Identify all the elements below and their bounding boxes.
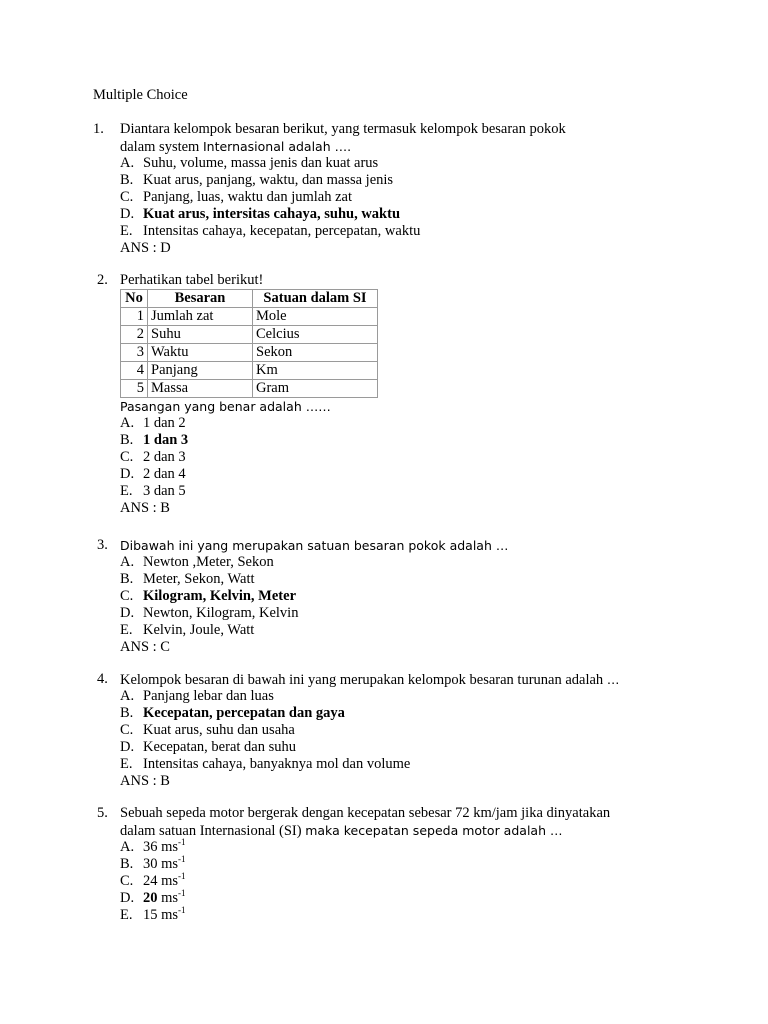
cell-no: 1	[121, 308, 148, 326]
answer-key: ANS : C	[120, 639, 170, 655]
option-a: A. Newton ,Meter, Sekon	[120, 554, 274, 570]
question-4	[97, 671, 747, 790]
cell-besaran: Waktu	[148, 344, 253, 362]
option-a: A. 36 $ms^{-1}$	[120, 837, 186, 855]
question-text: dalam satuan Internasional (SI) maka kecepatan sepeda motor adalah …	[120, 823, 563, 839]
option-c: C. Panjang, luas, waktu dan jumlah zat	[120, 189, 352, 205]
question-text: Perhatikan tabel berikut!	[120, 272, 264, 288]
option-e: E. Kelvin, Joule, Watt	[120, 622, 255, 638]
cell-besaran: Panjang	[148, 362, 253, 380]
cell-besaran: Jumlah zat	[148, 308, 253, 326]
question-number: 4.	[97, 671, 108, 687]
option-c: C. Kuat arus, suhu dan usaha	[120, 722, 295, 738]
option-d: D. Newton, Kilogram, Kelvin	[120, 605, 299, 621]
question-2	[97, 272, 737, 517]
option-b-correct: B. Kecepatan, percepatan dan gaya	[120, 705, 345, 721]
question-5	[97, 805, 747, 924]
option-e: E. Intensitas cahaya, kecepatan, percepatan, waktu	[120, 223, 421, 239]
option-c: C. 2 dan 3	[120, 449, 186, 465]
column-header-besaran: Besaran	[148, 290, 253, 308]
option-d-correct: D. 20 $ms^{-1}$	[120, 888, 186, 906]
table-header-row	[121, 290, 378, 308]
cell-no: 2	[121, 326, 148, 344]
option-b: B. Meter, Sekon, Watt	[120, 571, 255, 587]
table-row	[121, 362, 378, 380]
question-text: Dibawah ini yang merupakan satuan besaran pokok adalah …	[120, 538, 509, 553]
cell-no: 4	[121, 362, 148, 380]
answer-key: ANS : B	[120, 773, 170, 789]
option-b: B. 30 $ms^{-1}$	[120, 854, 186, 872]
question-1	[93, 121, 733, 257]
question-prompt: Pasangan yang benar adalah ……	[120, 399, 331, 414]
answer-key: ANS : D	[120, 240, 171, 256]
cell-satuan: Celcius	[253, 326, 378, 344]
cell-no: 5	[121, 380, 148, 398]
cell-satuan: Km	[253, 362, 378, 380]
cell-no: 3	[121, 344, 148, 362]
table-row	[121, 326, 378, 344]
option-d: D. Kecepatan, berat dan suhu	[120, 739, 296, 755]
cell-satuan: Sekon	[253, 344, 378, 362]
table-row	[121, 308, 378, 326]
question-text: Sebuah sepeda motor bergerak dengan kecepatan sebesar 72 km/jam jika dinyatakan	[120, 805, 611, 821]
table-row	[121, 380, 378, 398]
question-text: Diantara kelompok besaran berikut, yang termasuk kelompok besaran pokok	[120, 121, 566, 137]
si-units-table	[120, 289, 378, 398]
option-e: E. 3 dan 5	[120, 483, 186, 499]
column-header-satuan: Satuan dalam SI	[253, 290, 378, 308]
option-c: C. 24 $ms^{-1}$	[120, 871, 186, 889]
question-number: 5.	[97, 805, 108, 821]
option-e: E. Intensitas cahaya, banyaknya mol dan volume	[120, 756, 411, 772]
option-a: A. Suhu, volume, massa jenis dan kuat arus	[120, 155, 379, 171]
option-b-correct: B. 1 dan 3	[120, 432, 189, 448]
question-text: dalam system Internasional adalah ….	[120, 139, 352, 155]
question-3	[97, 537, 737, 656]
cell-besaran: Suhu	[148, 326, 253, 344]
option-c-correct: C. Kilogram, Kelvin, Meter	[120, 588, 297, 604]
cell-satuan: Mole	[253, 308, 378, 326]
option-d-correct: D. Kuat arus, intersitas cahaya, suhu, waktu	[120, 206, 401, 222]
question-number: 1.	[93, 121, 104, 137]
option-b: B. Kuat arus, panjang, waktu, dan massa jenis	[120, 172, 394, 188]
question-number: 3.	[97, 537, 108, 553]
column-header-no: No	[121, 290, 148, 308]
question-number: 2.	[97, 272, 108, 288]
answer-key: ANS : B	[120, 500, 170, 516]
option-e: E. 15 $ms^{-1}$	[120, 905, 186, 923]
option-d: D. 2 dan 4	[120, 466, 186, 482]
table-row	[121, 344, 378, 362]
cell-satuan: Gram	[253, 380, 378, 398]
question-text: Kelompok besaran di bawah ini yang merupakan kelompok besaran turunan adalah …	[120, 672, 620, 688]
option-a: A. 1 dan 2	[120, 415, 186, 431]
option-a: A. Panjang lebar dan luas	[120, 688, 274, 704]
cell-besaran: Massa	[148, 380, 253, 398]
page-title: Multiple Choice	[93, 87, 188, 103]
